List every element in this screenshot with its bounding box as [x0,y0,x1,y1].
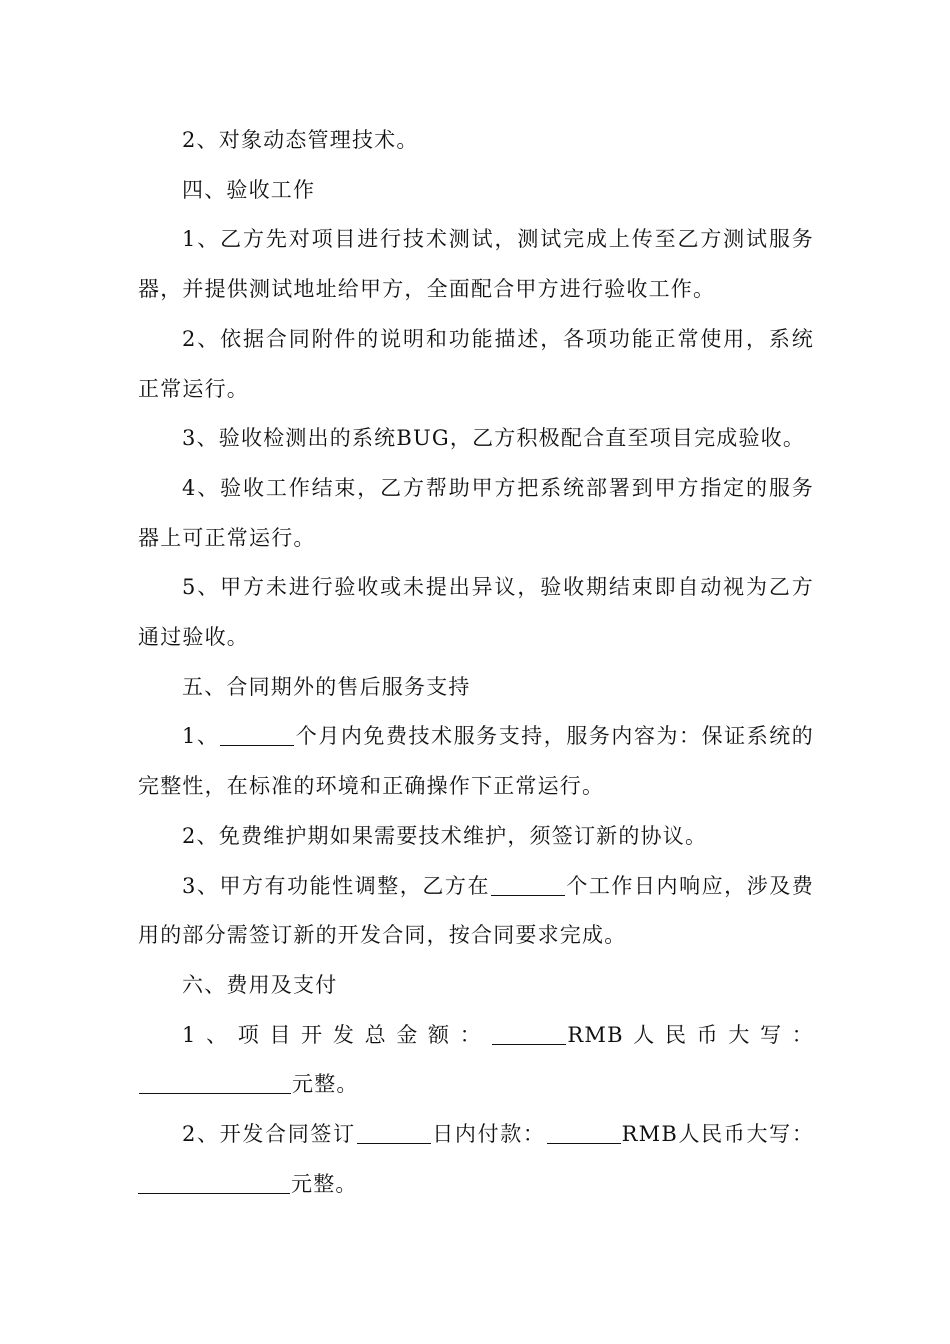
section-heading-payment [138,961,814,1011]
paragraph-text: 日内付款： [431,1122,546,1147]
paragraph-text: 元整。 [291,1171,358,1196]
paragraph-after-sales-3 [138,862,814,961]
paragraph-acceptance-1 [138,215,814,314]
payment-amount-words-blank-field[interactable] [138,1172,290,1194]
payment-amount-blank-field[interactable] [547,1122,621,1144]
paragraph-item-2 [138,116,814,166]
paragraph-payment-2 [138,1110,814,1209]
paragraph-text: 5、甲方未进行验收或未提出异议，验收期结束即自动视为乙方通过验收。 [138,575,814,650]
paragraph-text: 1、项目开发总金额： [182,1022,492,1047]
section-heading-text: 五、合同期外的售后服务支持 [182,674,471,699]
total-amount-blank-field[interactable] [492,1023,566,1045]
paragraph-after-sales-2 [138,812,814,862]
paragraph-text: 2、依据合同附件的说明和功能描述，各项功能正常使用，系统正常运行。 [138,326,814,401]
paragraph-text: 个工作日内响应，涉及费用的部分需签订新的开发合同，按合同要求完成。 [138,873,814,948]
months-blank-field[interactable] [220,724,294,746]
paragraph-text: 2、免费维护期如果需要技术维护，须签订新的协议。 [182,823,708,848]
paragraph-payment-1 [138,1011,814,1110]
paragraph-text: 2、开发合同签订 [182,1122,356,1147]
paragraph-acceptance-5 [138,563,814,662]
paragraph-text: 元整。 [292,1072,359,1097]
paragraph-text: 1、 [182,724,220,749]
paragraph-text: 个月内免费技术服务支持，服务内容为：保证系统的完整性，在标准的环境和正确操作下正常运行。 [138,724,814,799]
workdays-blank-field[interactable] [491,874,565,896]
paragraph-text: 1、乙方先对项目进行技术测试，测试完成上传至乙方测试服务器，并提供测试地址给甲方，全面配合甲方进行验收工作。 [138,227,814,302]
paragraph-text: 2、对象动态管理技术。 [182,128,419,152]
paragraph-acceptance-3 [138,414,814,464]
paragraph-text: RMB人民币大写： [621,1122,815,1147]
paragraph-text: 3、验收检测出的系统BUG，乙方积极配合直至项目完成验收。 [182,426,806,451]
document-body [138,116,814,1209]
total-amount-words-blank-field[interactable] [139,1072,291,1094]
paragraph-acceptance-2 [138,315,814,414]
payment-days-blank-field[interactable] [357,1122,431,1144]
section-heading-acceptance [138,166,814,216]
section-heading-after-sales [138,663,814,713]
paragraph-text: 3、甲方有功能性调整，乙方在 [182,873,490,898]
paragraph-text: 4、验收工作结束，乙方帮助甲方把系统部署到甲方指定的服务器上可正常运行。 [138,475,814,550]
paragraph-after-sales-1 [138,712,814,811]
paragraph-acceptance-4 [138,464,814,563]
section-heading-text: 六、费用及支付 [182,972,338,997]
section-heading-text: 四、验收工作 [182,177,316,202]
paragraph-text: RMB人民币大写： [567,1022,814,1047]
